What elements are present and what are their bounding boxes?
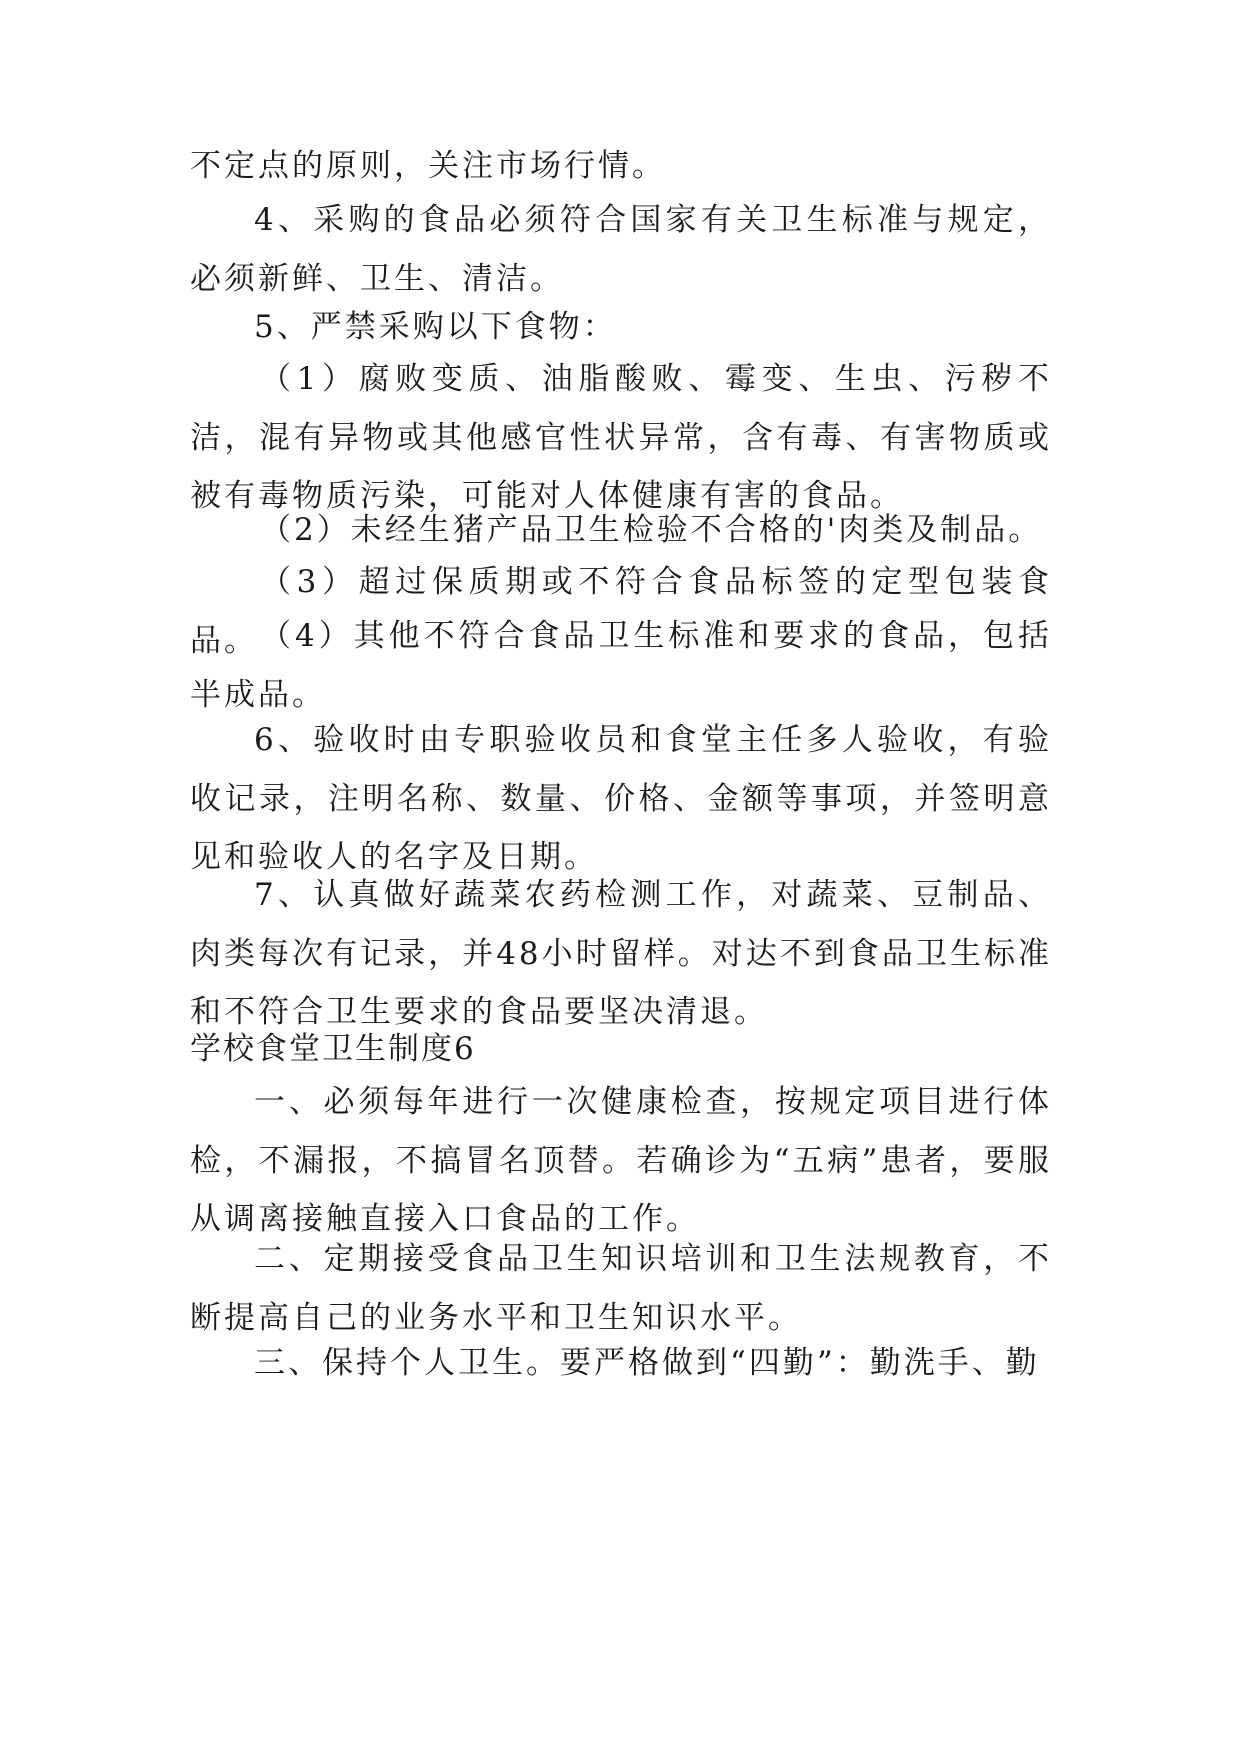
section-heading: 学校食堂卫生制度6 <box>190 1031 476 1067</box>
paragraph-section-1: 一、必须每年进行一次健康检查，按规定项目进行体检，不漏报，不搞冒名顶替。若确诊为“五病”患者，要服从调离接触直接入口食品的工作。 <box>190 1084 1052 1237</box>
paragraph-item-5: 5、严禁采购以下食物： <box>254 309 617 345</box>
paragraph-subitem-2: （2）未经生猪产品卫生检验不合格的'肉类及制品。 <box>260 512 1043 548</box>
paragraph-section-3: 三、保持个人卫生。要严格做到“四勤”：勤洗手、勤 <box>254 1345 1040 1381</box>
paragraph-subitem-4: （4）其他不符合食品卫生标准和要求的食品，包括半成品。 <box>190 618 1052 713</box>
paragraph-item-4: 4、采购的食品必须符合国家有关卫生标准与规定，必须新鲜、卫生、清洁。 <box>190 202 1052 297</box>
paragraph-continuation: 不定点的原则，关注市场行情。 <box>190 148 666 184</box>
paragraph-item-6: 6、验收时由专职验收员和食堂主任多人验收，有验收记录，注明名称、数量、价格、金额等事项，并签明意见和验收人的名字及日期。 <box>190 722 1052 875</box>
paragraph-item-7: 7、认真做好蔬菜农药检测工作，对蔬菜、豆制品、肉类每次有记录，并48小时留样。对达不到食品卫生标准和不符合卫生要求的食品要坚决清退。 <box>190 877 1052 1030</box>
paragraph-subitem-1: （1）腐败变质、油脂酸败、霉变、生虫、污秽不洁，混有异物或其他感官性状异常，含有毒、有害物质或被有毒物质污染，可能对人体健康有害的食品。 <box>190 361 1052 514</box>
paragraph-section-2: 二、定期接受食品卫生知识培训和卫生法规教育，不断提高自己的业务水平和卫生知识水平。 <box>190 1241 1052 1336</box>
paragraph-subitem-3: （3）超过保质期或不符合食品标签的定型包装食品。 <box>190 564 1052 659</box>
